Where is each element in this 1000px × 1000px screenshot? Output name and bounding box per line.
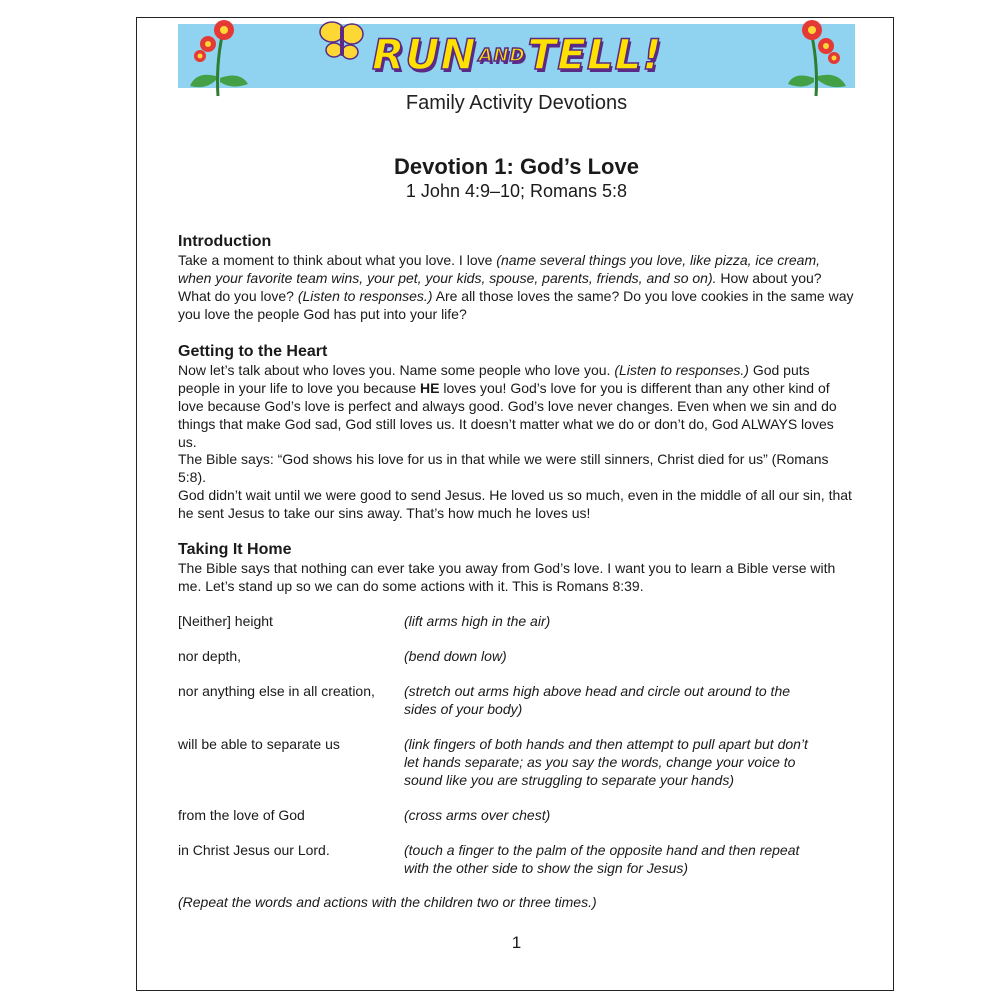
verse-action: (stretch out arms high above head and circle out around to the sides of your body)	[404, 683, 791, 717]
verse-words: nor anything else in all creation,	[178, 683, 375, 699]
section-introduction	[178, 232, 855, 323]
heart-paragraph-3: God didn’t wait until we were good to send Jesus. He loved us so much, even in the middle of all our sin, that he sent Jesus to take our sins away. That’s how much he loves us!	[178, 487, 852, 521]
verse-action: (lift arms high in the air)	[404, 613, 551, 629]
heart-paragraph-1: Now let’s talk about who loves you. Name some people who love you. (Listen to responses.) God puts people in your life to love you because HE loves you! God’s love for you is different than any other kind of love because God’s love is perfect and always good. God’s love never changes. Even when we sin and do things that make God sad, God still loves us. It doesn’t matter what we do or don’t do, God ALWAYS loves us.	[178, 362, 837, 450]
title-run: RUN	[372, 30, 477, 79]
verse-words: will be able to separate us	[178, 736, 340, 752]
repeat-note: (Repeat the words and actions with the children two or three times.)	[178, 894, 597, 910]
devotion-title: Devotion 1: God’s Love	[394, 154, 639, 179]
introduction-heading: Introduction	[178, 233, 272, 250]
introduction-paragraph: Take a moment to think about what you love. I love (name several things you love, like pizza, ice cream, when your favorite team wins, your pet, your kids, spouse, parents, friends, and so on). How about you? What do you love? (Listen to responses.) Are all those loves the same? Do you love cookies in the same way you love the people God has put into your life?	[178, 252, 854, 322]
verse-action: (link fingers of both hands and then attempt to pull apart but don’t let hands separate; as you say the words, change your voice to sound like you are struggling to separate your hands)	[404, 736, 808, 788]
verse-words: in Christ Jesus our Lord.	[178, 842, 330, 858]
verse-words: from the love of God	[178, 807, 305, 823]
subtitle: Family Activity Devotions	[405, 92, 628, 114]
flower-icon	[784, 16, 850, 98]
title-and: AND	[478, 44, 526, 66]
butterfly-icon	[318, 18, 366, 64]
section-home	[178, 540, 855, 595]
heart-heading: Getting to the Heart	[178, 343, 328, 360]
home-paragraph: The Bible says that nothing can ever take you away from God’s love. I want you to learn a Bible verse with me. Let’s stand up so we can do some actions with it. This is Romans 8:39.	[178, 560, 836, 594]
devotion-reference: 1 John 4:9–10; Romans 5:8	[405, 181, 628, 201]
flower-icon	[186, 16, 252, 98]
verse-action: (bend down low)	[404, 648, 507, 664]
section-heart	[178, 342, 855, 451]
verse-words: nor depth,	[178, 648, 242, 664]
title-tell: TELL!	[527, 30, 663, 79]
heart-paragraph-2: The Bible says: “God shows his love for us in that while we were still sinners, Christ died for us” (Romans 5:8).	[178, 451, 829, 485]
page-number: 1	[511, 933, 522, 952]
verse-action: (touch a finger to the palm of the opposite hand and then repeat with the other side to show the sign for Jesus)	[404, 842, 800, 876]
home-heading: Taking It Home	[178, 541, 292, 558]
verse-action: (cross arms over chest)	[404, 807, 551, 823]
verse-words: [Neither] height	[178, 613, 273, 629]
banner-title	[372, 30, 672, 80]
